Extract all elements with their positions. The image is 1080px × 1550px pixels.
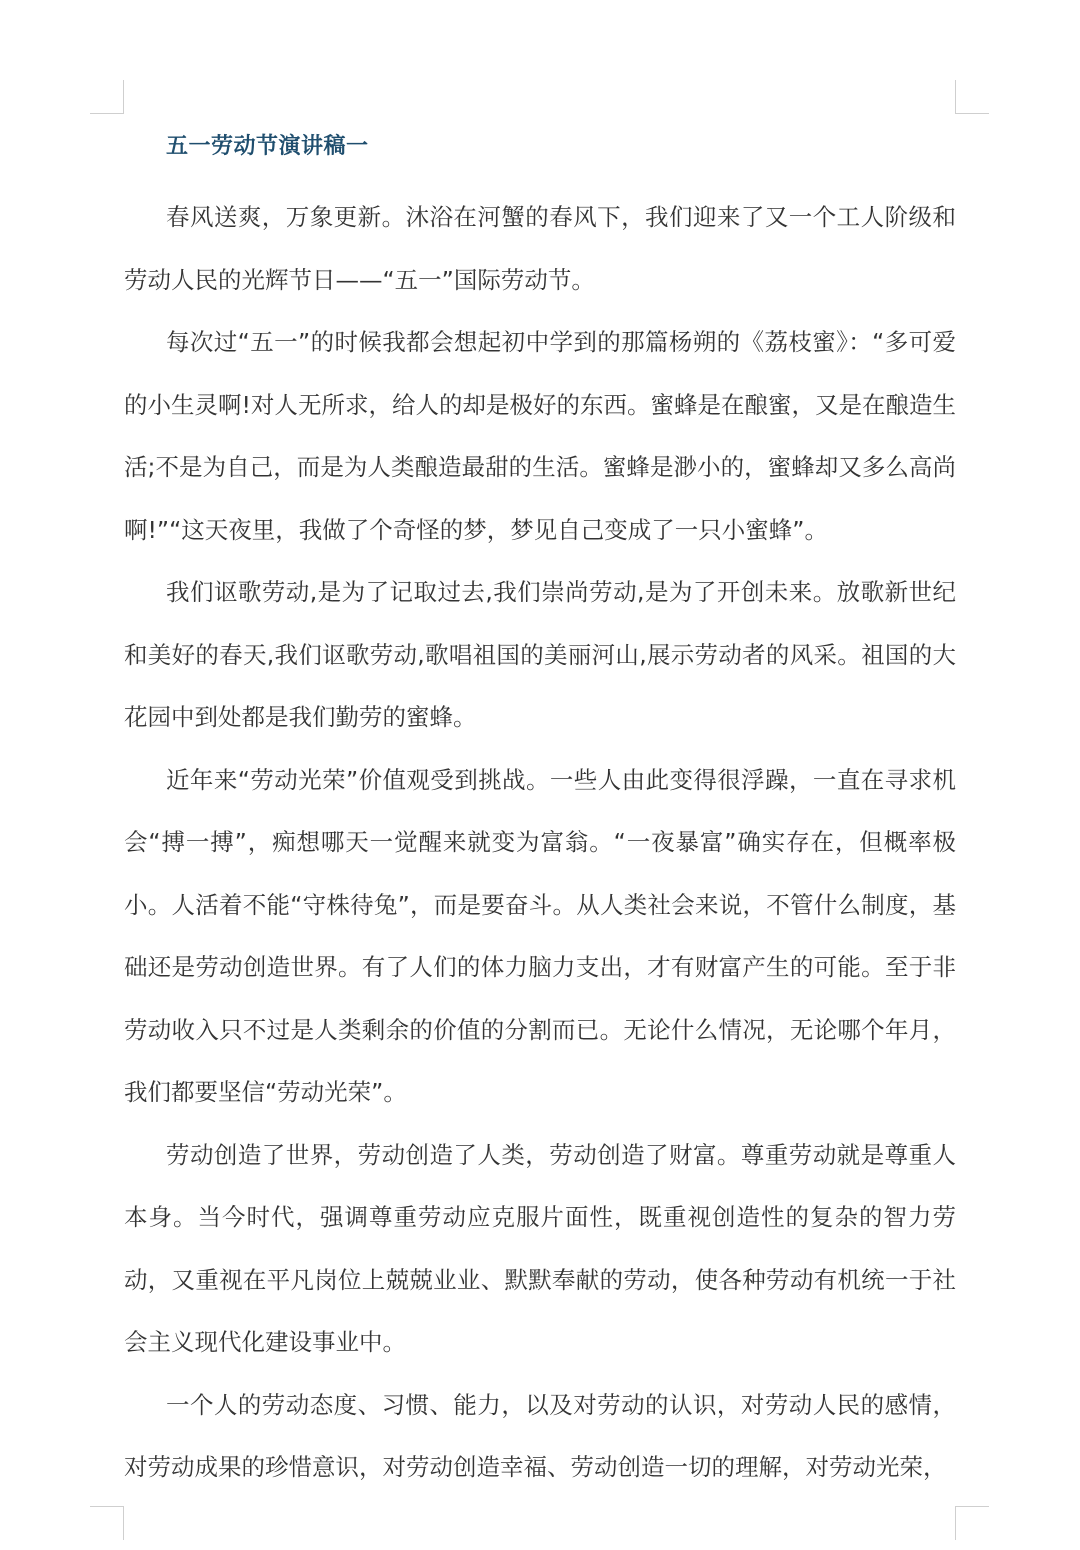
crop-mark-bottom-left: [123, 1506, 124, 1540]
paragraph: 我们讴歌劳动,是为了记取过去,我们崇尚劳动,是为了开创未来。放歌新世纪和美好的春天,我们讴歌劳动,歌唱祖国的美丽河山,展示劳动者的风采。祖国的大花园中到处都是我们勤劳的蜜蜂。: [124, 578, 956, 731]
crop-mark-bottom-right: [955, 1506, 956, 1540]
paragraph: 每次过“五一”的时候我都会想起初中学到的那篇杨朔的《荔枝蜜》：“多可爱的小生灵啊!对人无所求，给人的却是极好的东西。蜜蜂是在酿蜜，又是在酿造生活;不是为自己，而是为人类酿造最甜的生活。蜜蜂是渺小的，蜜蜂却又多么高尚啊!”“这天夜里，我做了个奇怪的梦，梦见自己变成了一只小蜜蜂”。: [124, 328, 956, 544]
crop-mark-bottom-right: [955, 1506, 989, 1507]
paragraph: 春风送爽，万象更新。沐浴在河蟹的春风下，我们迎来了又一个工人阶级和劳动人民的光辉节日——“五一”国际劳动节。: [124, 203, 956, 294]
crop-mark-top-right: [955, 113, 989, 114]
crop-mark-top-left: [123, 80, 124, 114]
document-body: [124, 126, 956, 1499]
crop-mark-top-left: [90, 113, 124, 114]
paragraph: 近年来“劳动光荣”价值观受到挑战。一些人由此变得很浮躁，一直在寻求机会“搏一搏”，痴想哪天一觉醒来就变为富翁。“一夜暴富”确实存在，但概率极小。人活着不能“守株待兔”，而是要奋斗。从人类社会来说，不管什么制度，基础还是劳动创造世界。有了人们的体力脑力支出，才有财富产生的可能。至于非劳动收入只不过是人类剩余的价值的分割而已。无论什么情况，无论哪个年月，我们都要坚信“劳动光荣”。: [124, 765, 956, 1106]
crop-mark-bottom-left: [90, 1506, 124, 1507]
document-title: 五一劳动节演讲稿一: [166, 134, 369, 159]
paragraph: 一个人的劳动态度、习惯、能力，以及对劳动的认识，对劳动人民的感情，对劳动成果的珍惜意识，对劳动创造幸福、劳动创造一切的理解，对劳动光荣，: [124, 1390, 956, 1481]
crop-mark-top-right: [955, 80, 956, 114]
paragraph: 劳动创造了世界，劳动创造了人类，劳动创造了财富。尊重劳动就是尊重人本身。当今时代，强调尊重劳动应克服片面性，既重视创造性的复杂的智力劳动，又重视在平凡岗位上兢兢业业、默默奉献的劳动，使各种劳动有机统一于社会主义现代化建设事业中。: [124, 1140, 956, 1356]
